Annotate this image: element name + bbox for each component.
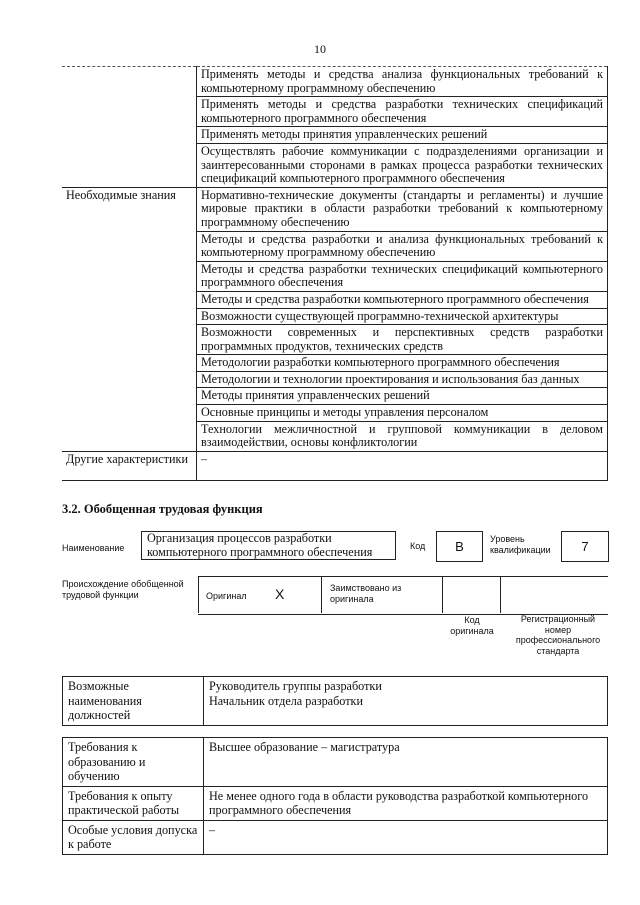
reg-number-label: Регистрационный номер профессионального стандарта xyxy=(515,614,601,656)
knowledge-row: Основные принципы и методы управления персоналом xyxy=(197,405,608,422)
origin-divider xyxy=(500,576,501,613)
skill-row: Применять методы и средства анализа функциональных требований к компьютерному программному обеспечению xyxy=(197,67,608,97)
knowledge-row: Методы и средства разработки компьютерного программного обеспечения xyxy=(197,291,608,308)
original-label: Оригинал xyxy=(206,591,247,601)
origin-divider xyxy=(198,576,199,613)
education-value: Высшее образование – магистратура xyxy=(204,738,608,787)
knowledge-row: Методологии разработки компьютерного программного обеспечения xyxy=(197,355,608,372)
positions-table xyxy=(62,676,608,726)
page-number: 10 xyxy=(314,42,326,56)
skill-row: Применять методы и средства разработки технических спецификаций компьютерного программного обеспечения xyxy=(197,97,608,127)
positions-list xyxy=(204,677,608,726)
experience-label: Требования к опыту практической работы xyxy=(63,786,204,820)
code-label: Код xyxy=(410,541,426,551)
skills-label-cell xyxy=(62,67,197,188)
level-value: 7 xyxy=(561,531,609,562)
knowledge-row: Возможности существующей программно-технической архитектуры xyxy=(197,308,608,325)
knowledge-row: Технологии межличностной и групповой коммуникации в деловом взаимодействии, основы конфликтологии xyxy=(197,421,608,451)
skill-row: Применять методы принятия управленческих решений xyxy=(197,127,608,144)
knowledge-row: Методы принятия управленческих решений xyxy=(197,388,608,405)
skills-knowledge-table xyxy=(62,66,608,481)
name-value: Организация процессов разработки компьютерного программного обеспечения xyxy=(141,531,396,560)
code-original-label: Код оригинала xyxy=(450,615,494,636)
knowledge-row: Методы и средства разработки и анализа функциональных требований к компьютерному программному обеспечению xyxy=(197,231,608,261)
origin-label: Происхождение обобщенной трудовой функции xyxy=(62,579,184,600)
admission-label: Особые условия допуска к работе xyxy=(63,820,204,854)
requirements-table xyxy=(62,737,608,855)
other-label: Другие характеристики xyxy=(62,451,197,480)
knowledge-row: Методологии и технологии проектирования и использования баз данных xyxy=(197,371,608,388)
level-label: Уровень квалификации xyxy=(490,534,551,555)
knowledge-row: Нормативно-технические документы (стандарты и регламенты) и лучшие мировые практики в области разработки требований к компьютерному программному обеспечению xyxy=(197,187,608,231)
experience-value: Не менее одного года в области руководства разработкой компьютерного программного обеспечения xyxy=(204,786,608,820)
original-mark: X xyxy=(275,586,285,602)
knowledge-row: Возможности современных и перспективных средств разработки программных продуктов, технических средств xyxy=(197,325,608,355)
name-label: Наименование xyxy=(62,543,125,553)
knowledge-row: Методы и средства разработки технических спецификаций компьютерного программного обеспечения xyxy=(197,261,608,291)
position-item: Начальник отдела разработки xyxy=(209,693,363,708)
admission-value: – xyxy=(204,820,608,854)
code-value: В xyxy=(436,531,483,562)
education-label: Требования к образованию и обучению xyxy=(63,738,204,787)
positions-label: Возможные наименования должностей xyxy=(63,677,204,726)
skill-row: Осуществлять рабочие коммуникации с подразделениями организации и заинтересованными сторонами в рамках процесса разработки технических спецификаций компьютерного программного обеспечения xyxy=(197,143,608,187)
origin-divider xyxy=(442,576,443,613)
borrowed-label: Заимствовано из оригинала xyxy=(330,583,402,604)
other-value: – xyxy=(197,451,608,480)
position-item: Руководитель группы разработки xyxy=(209,679,382,693)
section-title: 3.2. Обобщенная трудовая функция xyxy=(62,502,263,516)
knowledge-label: Необходимые знания xyxy=(62,187,197,451)
origin-divider xyxy=(321,576,322,613)
